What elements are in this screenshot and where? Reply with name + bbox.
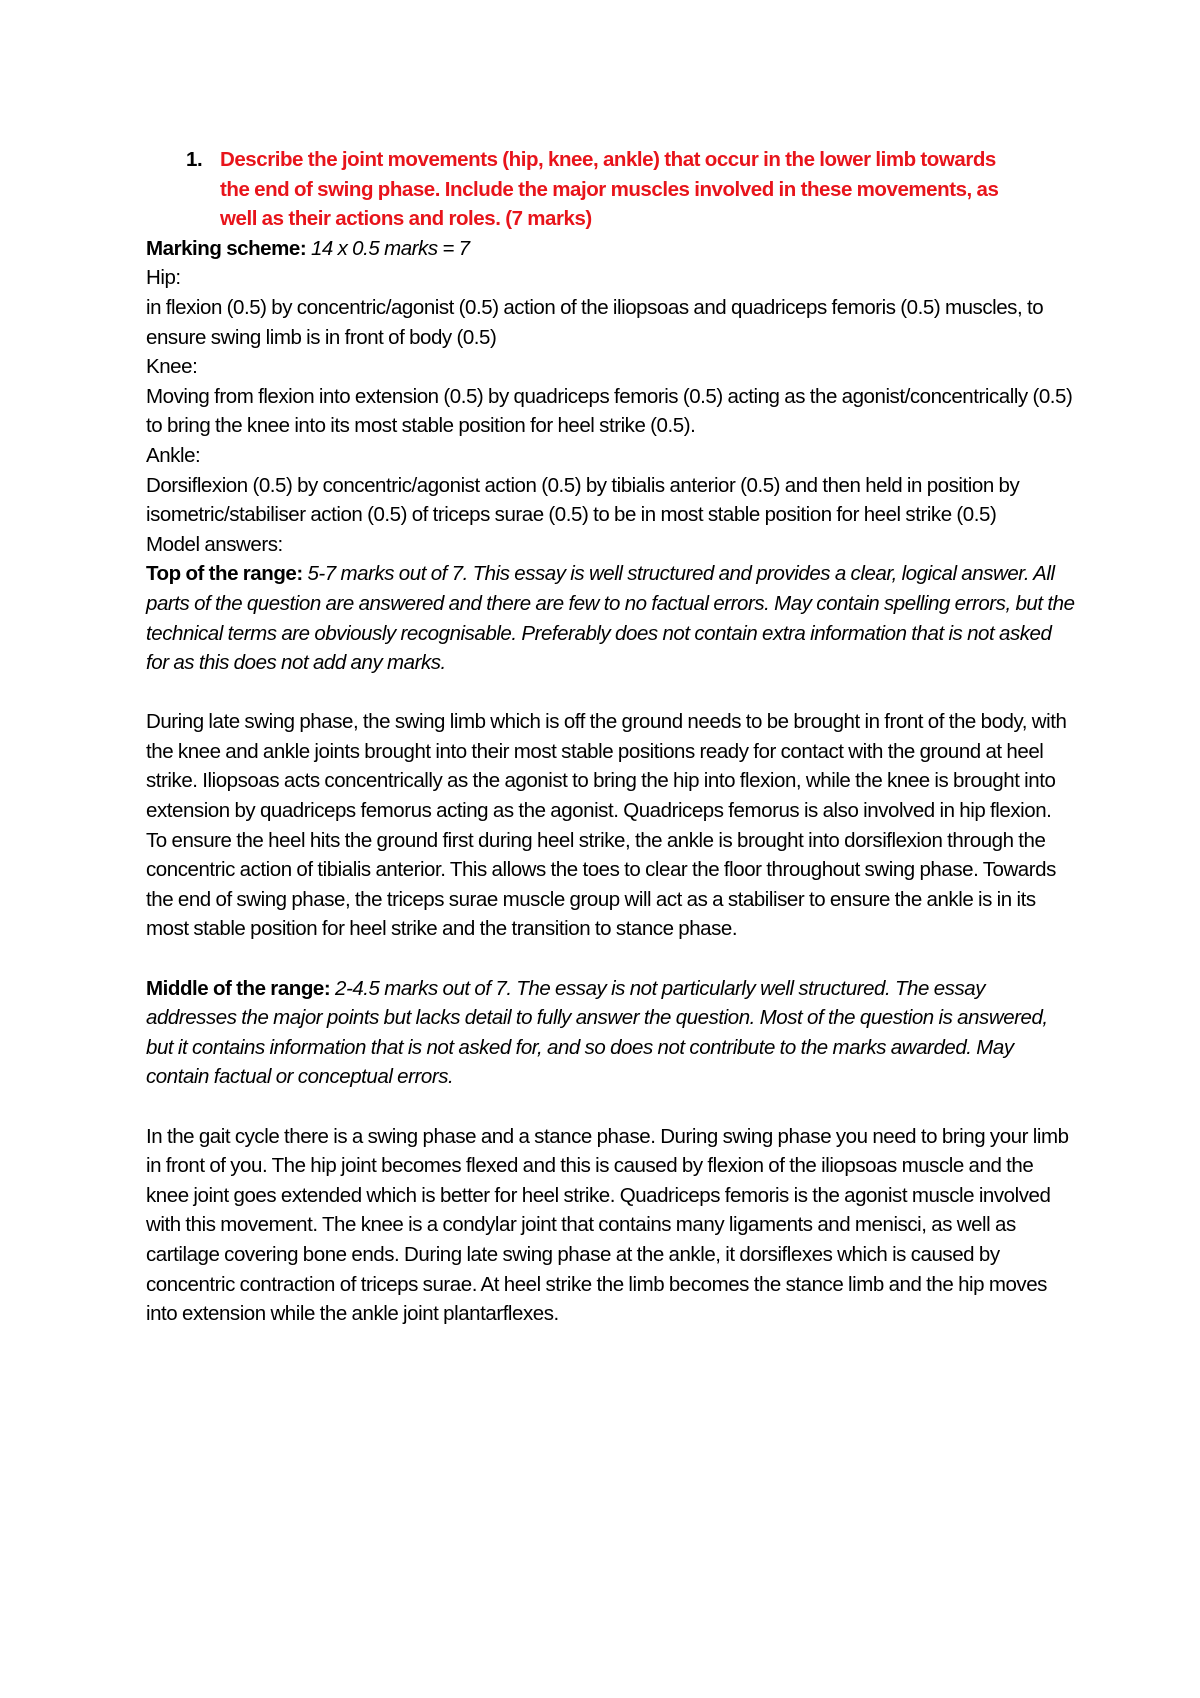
top-range-answer-paragraph-2: To ensure the heel hits the ground first during heel strike, the ankle is brought into dorsiflexion through the concentric action of tibialis anterior. This allows the toes to clear the floor throughout swing phase. Towards the end of swing phase, the triceps surae muscle group will act as a stabiliser to ensure the ankle is in its most stable position for heel strike and the transition to stance phase. <box>146 828 1056 941</box>
middle-range-criteria <box>146 974 1076 1092</box>
middle-range-description: 2-4.5 marks out of 7. The essay is not particularly well structured. The essay addresses the major points but lacks detail to fully answer the question. Most of the question is answered, but it contains information that is not asked for, and so does not contribute to the marks awarded. May contain factual or conceptual errors. <box>146 976 1048 1089</box>
paragraph-gap <box>146 678 1076 708</box>
top-range-answer-paragraph-1: During late swing phase, the swing limb which is off the ground needs to be brought in front of the body, with the knee and ankle joints brought into their most stable positions ready for contact with the ground at heel strike. Iliopsoas acts concentrically as the agonist to bring the hip into flexion, while the knee is brought into extension by quadriceps femorus acting as the agonist. Quadriceps femorus is also involved in hip flexion. <box>146 710 1067 823</box>
question-block <box>146 145 1076 234</box>
ankle-heading: Ankle: <box>146 443 201 467</box>
knee-heading: Knee: <box>146 355 198 379</box>
marking-scheme-line <box>146 234 1076 264</box>
marking-scheme-label: Marking scheme: <box>146 236 307 260</box>
paragraph-gap <box>146 1092 1076 1122</box>
middle-range-label: Middle of the range: <box>146 976 331 1000</box>
document-page <box>146 145 1076 1329</box>
model-answers-heading: Model answers: <box>146 532 283 556</box>
top-range-criteria <box>146 559 1076 677</box>
middle-range-answer: In the gait cycle there is a swing phase and a stance phase. During swing phase you need to bring your limb in front of you. The hip joint becomes flexed and this is caused by flexion of the iliopsoas muscle and the knee joint goes extended which is better for heel strike. Quadriceps femoris is the agonist muscle involved with this movement. The knee is a condylar joint that contains many ligaments and menisci, as well as cartilage covering bone ends. During late swing phase at the ankle, it dorsiflexes which is caused by concentric contraction of triceps surae. At heel strike the limb becomes the stance limb and the hip moves into extension while the ankle joint plantarflexes. <box>146 1124 1069 1326</box>
paragraph-gap <box>146 944 1076 974</box>
ankle-text: Dorsiflexion (0.5) by concentric/agonist action (0.5) by tibialis anterior (0.5) and then held in position by isometric/stabiliser action (0.5) of triceps surae (0.5) to be in most stable position for heel strike (0.5) <box>146 473 1020 527</box>
hip-heading: Hip: <box>146 266 181 290</box>
knee-text: Moving from flexion into extension (0.5) by quadriceps femoris (0.5) acting as the agonist/concentrically (0.5) to bring the knee into its most stable position for heel strike (0.5). <box>146 384 1073 438</box>
top-range-description: 5-7 marks out of 7. This essay is well structured and provides a clear, logical answer. All parts of the question are answered and there are few to no factual errors. May contain spelling errors, but the technical terms are obviously recognisable. Preferably does not contain extra information that is not asked for as this does not add any marks. <box>146 562 1075 675</box>
marking-scheme-value: 14 x 0.5 marks = 7 <box>306 236 470 260</box>
question-text: Describe the joint movements (hip, knee, ankle) that occur in the lower limb towards the end of swing phase. Include the major muscles involved in these movements, as well as their actions and roles. (7 marks) <box>220 148 999 231</box>
hip-text: in flexion (0.5) by concentric/agonist (0.5) action of the iliopsoas and quadriceps femoris (0.5) muscles, to ensure swing limb is in front of body (0.5) <box>146 295 1044 349</box>
top-range-label: Top of the range: <box>146 562 303 586</box>
question-number: 1. <box>186 148 203 171</box>
